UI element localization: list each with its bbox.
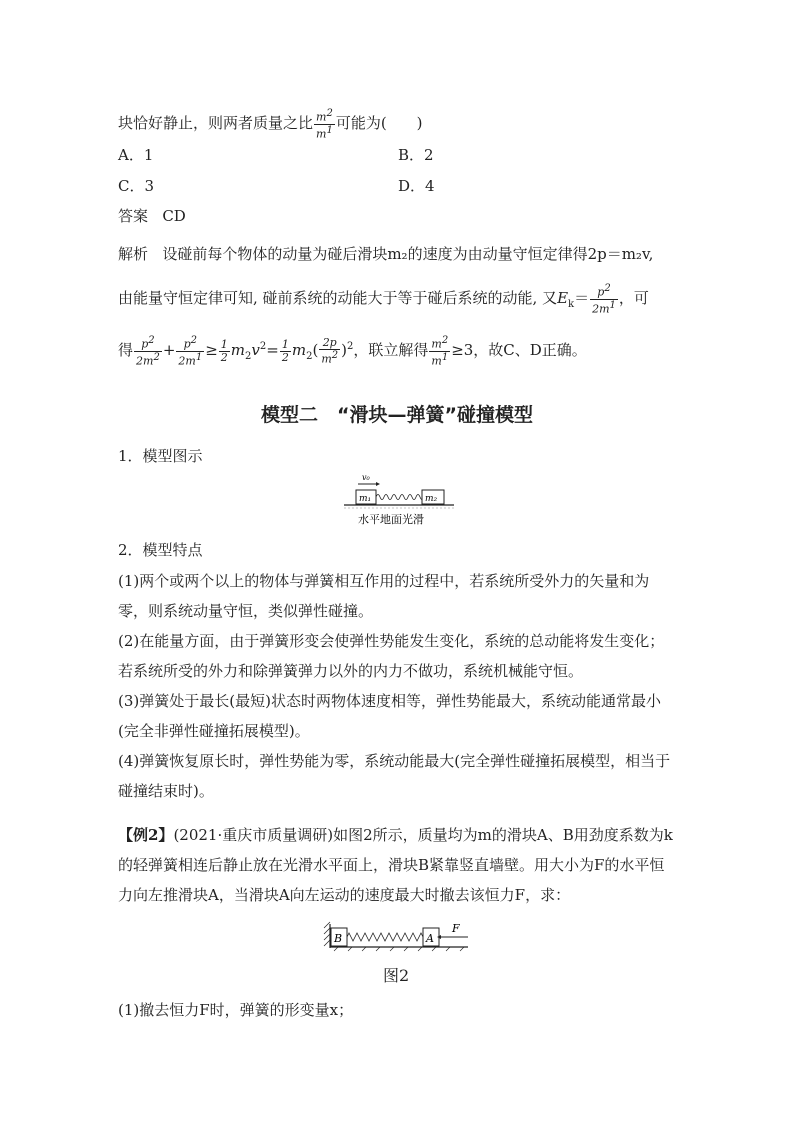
analysis-label: 解析 bbox=[118, 245, 149, 263]
option-d: D．4 bbox=[398, 177, 435, 195]
fig1-m2-label: m₂ bbox=[425, 494, 438, 504]
point-1: (1)两个或两个以上的物体与弹簧相互作用的过程中，若系统所受外力的矢量和为零，则系统动量守恒，类似弹性碰撞。 bbox=[118, 572, 650, 620]
fig2-b-label: B bbox=[334, 932, 343, 945]
analysis-line-3: 得 $\frac{p^2}{2m^2}$ + $\frac{p^2}{2m^1}$ ≥ $\frac{1}{2}$ $m_2v^2=$ $\frac{1}{2}$ $m_2$( $\frac{2p}{m^2}$ )$^2$，联立解得 $\frac{m^2}{m^1}$ ≥3，故C、D正确。 bbox=[118, 335, 587, 368]
fig2-f-label: F bbox=[452, 922, 460, 935]
option-b: B．2 bbox=[398, 146, 434, 164]
analysis-text-1: 设碰前每个物体的动量为碰后滑块m₂的速度为由动量守恒定律得2p＝m₂v, bbox=[162, 245, 654, 263]
fig1-m1-label: m₁ bbox=[359, 494, 372, 504]
fraction-half-1: $\frac{1}{2}$ bbox=[220, 337, 228, 364]
option-a: A．1 bbox=[118, 146, 154, 164]
point-2: (2)在能量方面，由于弹簧形变会使弹性势能发生变化，系统的总动能将发生变化；若系统所受的外力和除弹簧弹力以外的内力不做功，系统机械能守恒。 bbox=[118, 632, 665, 680]
analysis-text-2: 由能量守恒定律可知, 碰前系统的动能大于等于碰后系统的动能, 又 bbox=[118, 289, 558, 308]
answer-label: 答案 bbox=[118, 207, 149, 225]
question-stem-text: 块恰好静止，则两者质量之比 bbox=[118, 114, 314, 133]
fig2-spring bbox=[347, 933, 427, 941]
section-title: 模型二 “滑块—弹簧”碰撞模型 bbox=[261, 404, 533, 426]
example-2 bbox=[118, 820, 678, 910]
fraction-p2-2m2: $\frac{p^2}{2m^2}$ bbox=[136, 335, 160, 368]
question-stem-tail: 可能为( ) bbox=[335, 114, 423, 133]
ek-fraction: $\frac{p^2}{2m^1}$ bbox=[592, 283, 616, 316]
fig1-caption: 水平地面光滑 bbox=[358, 513, 424, 526]
example-text: 如图2所示，质量均为m的滑块A、B用劲度系数为k的轻弹簧相连后静止放在光滑水平面上，滑块B紧靠竖直墙壁。用大小为F的水平恒力向左推滑块A，当滑块A向左运动的速度最大时撤去该恒力F，求： bbox=[118, 826, 673, 904]
figure-2 bbox=[318, 918, 478, 960]
option-c: C．3 bbox=[118, 177, 155, 195]
mass-ratio-fraction: $\frac{m^2}{m^1}$ bbox=[316, 108, 333, 141]
example-source: (2021·重庆市质量调研) bbox=[173, 826, 334, 844]
fig1-spring bbox=[376, 495, 426, 500]
sub-question-1: (1)撤去恒力F时，弹簧的形变量x； bbox=[118, 1001, 354, 1019]
ratio-fraction-2: $\frac{m^2}{m^1}$ bbox=[431, 335, 449, 368]
fig2-a-label: A bbox=[426, 932, 434, 945]
question-stem bbox=[118, 108, 423, 140]
figure-slider-spring bbox=[340, 470, 460, 530]
point-4: (4)弹簧恢复原长时，弹性势能为零，系统动能最大(完全弹性碰撞拓展模型，相当于碰撞结束时)。 bbox=[118, 752, 671, 800]
item-2-title: 2．模型特点 bbox=[118, 541, 203, 559]
example-label: 【例2】 bbox=[118, 826, 174, 844]
answer-line bbox=[118, 206, 186, 226]
point-3: (3)弹簧处于最长(最短)状态时两物体速度相等，弹性势能最大，系统动能通常最小(完全非弹性碰撞拓展模型)。 bbox=[118, 692, 661, 740]
fraction-p2-2m1: $\frac{p^2}{2m^1}$ bbox=[178, 335, 203, 368]
analysis-line-2: 由能量守恒定律可知, 碰前系统的动能大于等于碰后系统的动能, 又$E_k=$ $\frac{p^2}{2m^1}$ ，可 bbox=[118, 283, 649, 316]
answer-value: CD bbox=[162, 207, 186, 225]
analysis-line-1 bbox=[118, 244, 653, 264]
figure-2-caption: 图2 bbox=[383, 966, 410, 985]
item-1-title: 1．模型图示 bbox=[118, 447, 203, 465]
fraction-half-2: $\frac{1}{2}$ bbox=[281, 337, 289, 364]
fraction-2p-m2: $\frac{2p}{m^2}$ bbox=[321, 335, 339, 366]
fig1-v0-label: v₀ bbox=[362, 473, 370, 482]
